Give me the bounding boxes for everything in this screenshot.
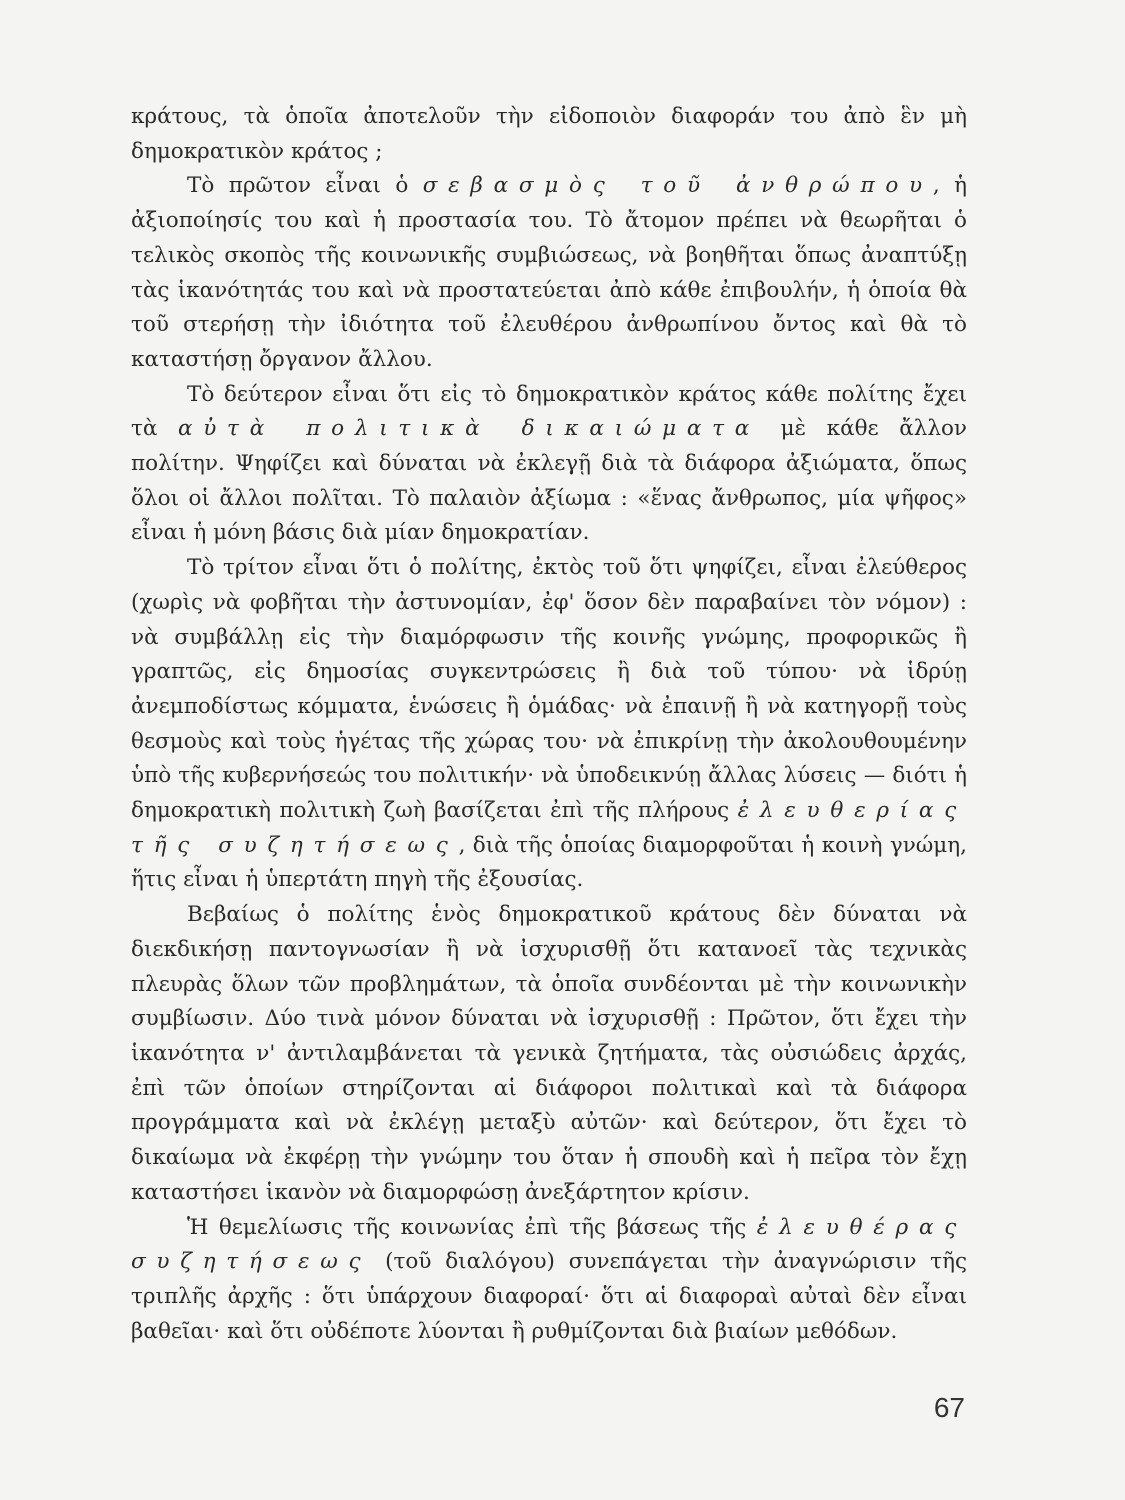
- paragraph: [131, 100, 967, 169]
- text-run: Τὸ δεύτερον εἶναι ὅτι εἰς τὸ δημοκρατικὸν κράτος κάθε πολίτης ἔχει τὰ: [131, 381, 967, 442]
- body-text: [131, 100, 967, 1349]
- text-run: , ἡ ἀξιοποίησίς του καὶ ἡ προστασία του. Τὸ ἄτομον πρέπει νὰ θεωρῆται ὁ τελικὸς σκοπὸς τῆς κοινωνικῆς συμβιώσεως, νὰ βοηθῆται ὅπως ἀναπτύξῃ τὰς ἱκανότητάς του καὶ νὰ προστατεύεται ἀπὸ κάθε ἐπιβουλήν, ἡ ὁποία θὰ τοῦ στερήσῃ τὴν ἰδιότητα τοῦ ἐλευθέρου ἀνθρωπίνου ὄντος καὶ θὰ τὸ καταστήσῃ ὄργανον ἄλλου.: [131, 173, 967, 372]
- paragraph: [131, 1211, 967, 1350]
- emphasized-text: ἐλευθερίας τῆς συζητήσεως: [131, 798, 967, 858]
- page-number: 67: [933, 1392, 965, 1423]
- emphasized-text: σεβασμὸς τοῦ ἀνθρώπου: [422, 173, 933, 199]
- emphasized-text: αὐτὰ πολιτικὰ δικαιώματα: [177, 416, 761, 442]
- paragraph: [131, 551, 967, 898]
- text-run: Βεβαίως ὁ πολίτης ἑνὸς δημοκρατικοῦ κράτους δὲν δύναται νὰ διεκδικήσῃ παντογνωσίαν ἢ νὰ ἰσχυρισθῇ ὅτι κατανοεῖ τὰς τεχνικὰς πλευρὰς ὅλων τῶν προβλημάτων, τὰ ὁποῖα συνδέονται μὲ τὴν κοινωνικὴν συμβίωσιν. Δύο τινὰ μόνον δύναται νὰ ἰσχυρισθῇ : Πρῶτον, ὅτι ἔχει τὴν ἱκανότητα ν' ἀντιλαμβάνεται τὰ γενικὰ ζητήματα, τὰς οὐσιώδεις ἀρχάς, ἐπὶ τῶν ὁποίων στηρίζονται αἱ διάφοροι πολιτικαὶ καὶ τὰ διάφορα προγράμματα καὶ νὰ ἐκλέγῃ μεταξὺ αὐτῶν· καὶ δεύτερον, ὅτι ἔχει τὸ δικαίωμα νὰ ἐκφέρῃ τὴν γνώμην του ὅταν ἡ σπουδὴ καὶ ἡ πεῖρα τὸν ἔχῃ καταστήσει ἱκανὸν νὰ διαμορφώσῃ ἀνεξάρτητον κρίσιν.: [131, 902, 967, 1205]
- paragraph: [131, 378, 967, 552]
- text-run: , διὰ τῆς ὁποίας διαμορφοῦται ἡ κοινὴ γνώμη, ἥτις εἶναι ἡ ὑπερτάτη πηγὴ τῆς ἐξουσίας.: [131, 832, 967, 893]
- emphasized-text: ἐλευθέρας συζητήσεως: [131, 1214, 967, 1275]
- text-run: κράτους, τὰ ὁποῖα ἀποτελοῦν τὴν εἰδοποιὸν διαφοράν του ἀπὸ ἓν μὴ δημοκρατικὸν κράτος ;: [131, 104, 967, 164]
- text-run: (τοῦ διαλόγου) συνεπάγεται τὴν ἀναγνώρισιν τῆς τριπλῆς ἀρχῆς : ὅτι ὑπάρχουν διαφοραί· ὅτι αἱ διαφοραὶ αὐταὶ δὲν εἶναι βαθεῖαι· καὶ ὅτι οὐδέποτε λύονται ἢ ρυθμίζονται διὰ βιαίων μεθόδων.: [131, 1249, 967, 1344]
- text-run: Ἡ θεμελίωσις τῆς κοινωνίας ἐπὶ τῆς βάσεως τῆς: [187, 1214, 757, 1240]
- text-run: Τὸ τρίτον εἶναι ὅτι ὁ πολίτης, ἐκτὸς τοῦ ὅτι ψηφίζει, εἶναι ἐλεύθερος (χωρὶς νὰ φοβῆται τὴν ἀστυνομίαν, ἐφ' ὅσον δὲν παραβαίνει τὸν νόμον) : νὰ συμβάλλῃ εἰς τὴν διαμόρφωσιν τῆς κοινῆς γνώμης, προφορικῶς ἢ γραπτῶς, εἰς δημοσίας συγκεντρώσεις ἢ διὰ τοῦ τύπου· νὰ ἱδρύῃ ἀνεμποδίστως κόμματα, ἑνώσεις ἢ ὁμάδας· νὰ ἐπαινῇ ἢ νὰ κατηγορῇ τοὺς θεσμοὺς καὶ τοὺς ἡγέτας τῆς χώρας του· νὰ ἐπικρίνῃ τὴν ἀκολουθουμένην ὑπὸ τῆς κυβερνήσεώς του πολιτικήν· νὰ ὑποδεικνύῃ ἄλλας λύσεις — διότι ἡ δημοκρατικὴ πολιτικὴ ζωὴ βασίζεται ἐπὶ τῆς πλήρους: [131, 555, 967, 824]
- paragraph: [131, 169, 967, 377]
- text-run: Τὸ πρῶτον εἶναι ὁ: [187, 173, 423, 199]
- text-run: μὲ κάθε ἄλλον πολίτην. Ψηφίζει καὶ δύναται νὰ ἐκλεγῇ διὰ τὰ διάφορα ἀξιώματα, ὅπως ὅλοι οἱ ἄλλοι πολῖται. Τὸ παλαιὸν ἀξίωμα : «ἕνας ἄνθρωπος, μία ψῆφος» εἶναι ἡ μόνη βάσις διὰ μίαν δημοκρατίαν.: [131, 416, 968, 546]
- paragraph: [131, 898, 967, 1210]
